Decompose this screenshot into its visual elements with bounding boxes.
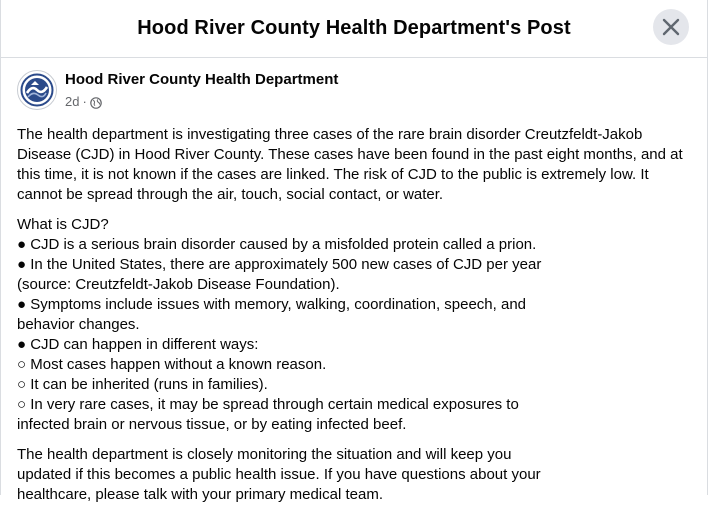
post-timestamp[interactable]: 2d xyxy=(65,94,80,109)
meta-separator: · xyxy=(82,94,87,109)
post-paragraph-intro: The health department is investigating three cases of the rare brain disorder Creutzfeldt-Jakob Disease (CJD) in Hood River County. These cases have been found in the past eight months, and at this time, it is not known if the cases are linked. The risk of CJD to the public is extremely low. It cannot be spread through the air, touch, social contact, or water. xyxy=(17,126,683,203)
closing-line: healthcare, please talk with your primary medical team. xyxy=(17,486,383,503)
author-block xyxy=(65,71,338,110)
faq-line: ● Symptoms include issues with memory, walking, coordination, speech, and xyxy=(17,296,527,313)
post-meta xyxy=(65,94,338,110)
faq-line: What is CJD? xyxy=(17,216,109,233)
post-paragraph-closing xyxy=(17,445,691,505)
dialog-title: Hood River County Health Department's Post xyxy=(137,17,571,39)
closing-line: The health department is closely monitoring the situation and will keep you xyxy=(17,446,512,463)
avatar[interactable] xyxy=(17,70,57,110)
faq-line: ● CJD is a serious brain disorder caused by a misfolded protein called a prion. xyxy=(17,236,537,253)
dialog-header xyxy=(1,0,707,58)
faq-line: ○ Most cases happen without a known reason. xyxy=(17,356,327,373)
faq-line: ● In the United States, there are approximately 500 new cases of CJD per year xyxy=(17,256,542,273)
author-name[interactable]: Hood River County Health Department xyxy=(65,71,339,88)
post-paragraph-faq xyxy=(17,215,691,435)
page-logo-icon xyxy=(18,71,56,109)
faq-line: behavior changes. xyxy=(17,316,140,333)
faq-line: (source: Creutzfeldt-Jakob Disease Foundation). xyxy=(17,276,340,293)
close-button[interactable] xyxy=(653,9,689,45)
post xyxy=(1,58,707,505)
faq-line: ○ It can be inherited (runs in families). xyxy=(17,376,268,393)
post-header xyxy=(17,58,691,118)
globe-icon[interactable] xyxy=(90,97,102,109)
closing-line: updated if this becomes a public health issue. If you have questions about your xyxy=(17,466,541,483)
post-body xyxy=(17,125,691,505)
faq-line: ● CJD can happen in different ways: xyxy=(17,336,259,353)
faq-line: ○ In very rare cases, it may be spread through certain medical exposures to xyxy=(17,396,519,413)
faq-line: infected brain or nervous tissue, or by eating infected beef. xyxy=(17,416,407,433)
close-icon xyxy=(662,18,680,36)
